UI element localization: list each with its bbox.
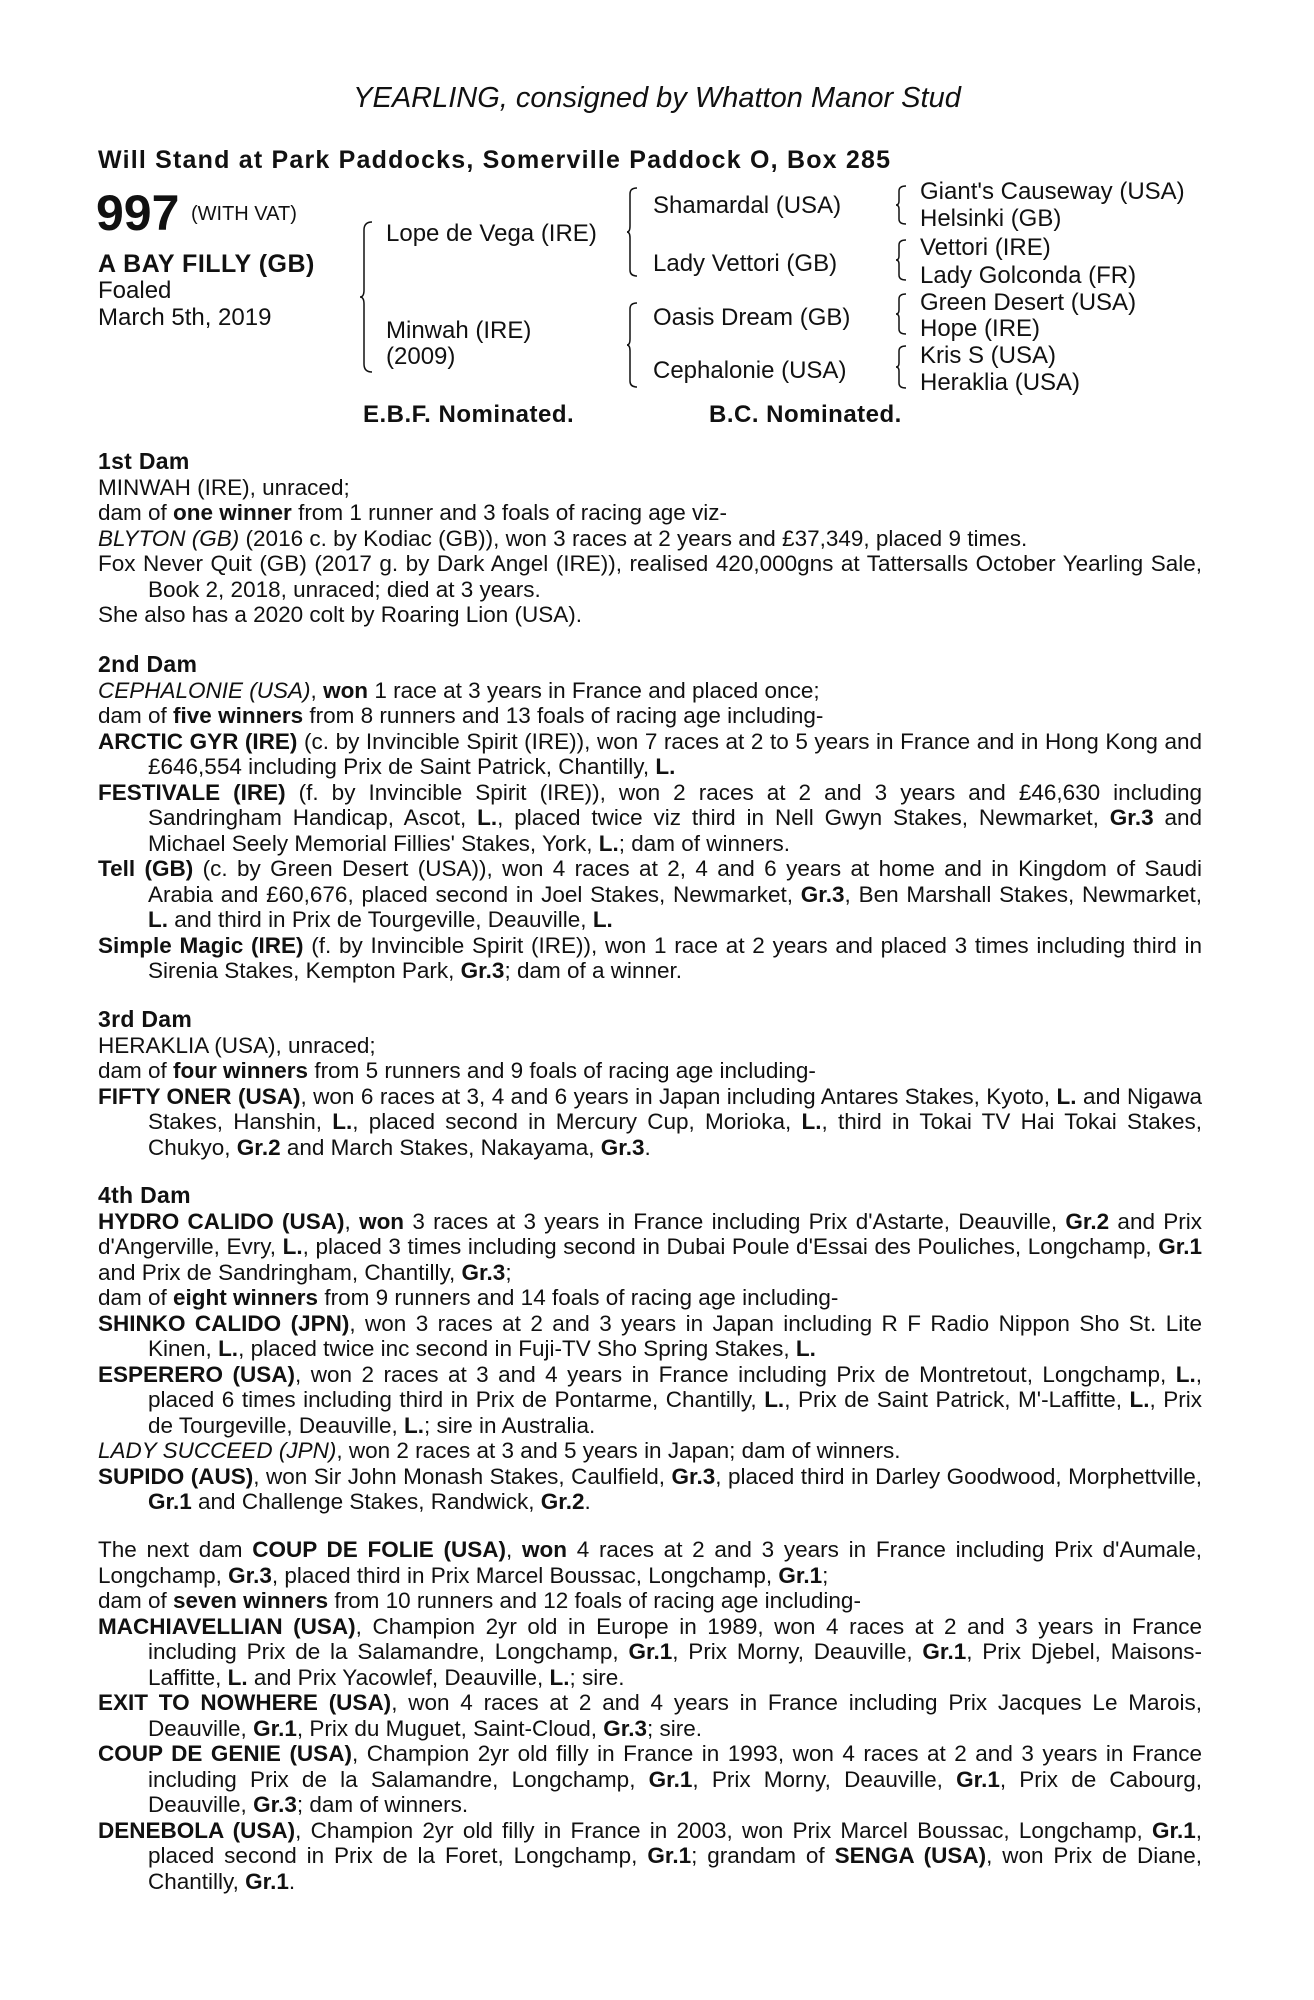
pedigree-dam-year: (2009) xyxy=(386,343,456,370)
pedigree-dss: Green Desert (USA) xyxy=(920,289,1137,316)
second-dam-section xyxy=(98,652,1202,984)
pedigree-sdd: Lady Golconda (FR) xyxy=(920,262,1137,289)
lot-number: 997 xyxy=(96,185,180,241)
third-dam-title: 3rd Dam xyxy=(98,1006,193,1032)
pedigree-bracket-dam xyxy=(627,303,639,387)
fourth-dam-produce-summary: dam of eight winners from 9 runners and 14 foals of racing age including- xyxy=(98,1285,839,1310)
produce-entry-sub: SUPIDO (AUS), won Sir John Monash Stakes, Caulfield, Gr.3, placed third in Darley Goodwood, Morphettville, Gr.1 and Challenge Stakes, Randwick, Gr.2. xyxy=(98,1463,1202,1514)
next-dam-section xyxy=(98,1537,1202,1894)
pedigree-dsd: Hope (IRE) xyxy=(920,315,1041,342)
produce-entry: BLYTON (GB) (2016 c. by Kodiac (GB)), won 3 races at 2 years and £37,349, placed 9 times. xyxy=(98,525,1028,551)
third-dam-section xyxy=(98,1007,1202,1160)
produce-entry: EXIT TO NOWHERE (USA), won 4 races at 2 and 4 years in France including Prix Jacques Le Marois, Deauville, Gr.1, Prix du Muguet, Saint-Cloud, Gr.3; sire. xyxy=(98,1690,1203,1741)
produce-entry: ESPERERO (USA), won 2 races at 3 and 4 years in France including Prix de Montretout, Longchamp, L., placed 6 times including third in Prix de Pontarme, Chantilly, L., Prix de Saint Patrick, M'-Laffitte, L., Prix de Tourgeville, Deauville, L.; sire in Australia. xyxy=(98,1361,1202,1438)
produce-entry-sub: DENEBOLA (USA), Champion 2yr old filly in France in 2003, won Prix Marcel Boussac, Longchamp, Gr.1, placed second in Prix de la Foret, Longchamp, Gr.1; grandam of SENGA (USA), won Prix de Diane, Chantilly, Gr.1. xyxy=(98,1817,1202,1894)
pedigree-dam-sire: Oasis Dream (GB) xyxy=(653,304,851,331)
pedigree-dam: Minwah (IRE) xyxy=(386,317,532,344)
pedigree-bracket-main xyxy=(360,222,374,372)
produce-entry: FIFTY ONER (USA), won 6 races at 3, 4 and 6 years in Japan including Antares Stakes, Kyoto, L. and Nigawa Stakes, Hanshin, L., placed second in Mercury Cup, Morioka, L., third in Tokai TV Hai Tokai Stakes, Chukyo, Gr.2 and March Stakes, Nakayama, Gr.3. xyxy=(98,1083,1202,1160)
pedigree-dam-dam: Cephalonie (USA) xyxy=(653,357,847,384)
pedigree-bracket-ss xyxy=(896,186,908,224)
pedigree-ssd: Helsinki (GB) xyxy=(920,205,1062,232)
pedigree-sss: Giant's Causeway (USA) xyxy=(920,178,1185,205)
pedigree-bracket-dd xyxy=(896,346,908,388)
pedigree-bracket-sd xyxy=(896,240,908,280)
first-dam-produce-summary: dam of one winner from 1 runner and 3 foals of racing age viz- xyxy=(98,500,728,525)
lot-description: A BAY FILLY (GB) xyxy=(98,250,315,278)
produce-entry: MACHIAVELLIAN (USA), Champion 2yr old in Europe in 1989, won 4 races at 2 and 3 years in France including Prix de la Salamandre, Longchamp, Gr.1, Prix Morny, Deauville, Gr.1, Prix Djebel, Maisons-Laffitte, L. and Prix Yacowlef, Deauville, L.; sire. xyxy=(98,1613,1202,1690)
bc-nominated: B.C. Nominated. xyxy=(709,401,902,428)
first-dam-note: She also has a 2020 colt by Roaring Lion (USA). xyxy=(98,602,583,627)
second-dam-line: CEPHALONIE (USA), won 1 race at 3 years in France and placed once; xyxy=(98,677,820,703)
pedigree-sire-sire: Shamardal (USA) xyxy=(653,192,842,219)
third-dam-produce-summary: dam of four winners from 5 runners and 9 foals of racing age including- xyxy=(98,1058,816,1083)
produce-entry: Fox Never Quit (GB) (2017 g. by Dark Angel (IRE)), realised 420,000gns at Tattersalls October Yearling Sale, Book 2, 2018, unraced; died at 3 years. xyxy=(98,551,1202,602)
first-dam-line: MINWAH (IRE), unraced; xyxy=(98,474,350,500)
page-heading: YEARLING, consigned by Whatton Manor Stud xyxy=(353,82,961,114)
produce-entry: Simple Magic (IRE) (f. by Invincible Spirit (IRE)), won 1 race at 2 years and placed 3 times including third in Sirenia Stakes, Kempton Park, Gr.3; dam of a winner. xyxy=(98,932,1202,983)
third-dam-line: HERAKLIA (USA), unraced; xyxy=(98,1032,376,1058)
fourth-dam-section xyxy=(98,1183,1202,1515)
pedigree-ddd: Heraklia (USA) xyxy=(920,369,1081,396)
next-dam-line: The next dam COUP DE FOLIE (USA), won 4 races at 2 and 3 years in France including Prix d'Aumale, Longchamp, Gr.3, placed third in Prix Marcel Boussac, Longchamp, Gr.1; xyxy=(98,1537,1202,1588)
foaled-label: Foaled xyxy=(98,277,172,304)
produce-entry: ARCTIC GYR (IRE) (c. by Invincible Spirit (IRE)), won 7 races at 2 to 5 years in France and in Hong Kong and £646,554 including Prix de Saint Patrick, Chantilly, L. xyxy=(98,728,1203,779)
vat-note: (WITH VAT) xyxy=(191,203,297,225)
second-dam-produce-summary: dam of five winners from 8 runners and 13 foals of racing age including- xyxy=(98,703,824,728)
ebf-nominated: E.B.F. Nominated. xyxy=(363,401,575,428)
fourth-dam-title: 4th Dam xyxy=(98,1182,191,1208)
stand-location: Will Stand at Park Paddocks, Somerville Paddock O, Box 285 xyxy=(98,146,892,174)
foaled-date: March 5th, 2019 xyxy=(98,304,272,331)
produce-entry: COUP DE GENIE (USA), Champion 2yr old filly in France in 1993, won 4 races at 2 and 3 years in France including Prix de la Salamandre, Longchamp, Gr.1, Prix Morny, Deauville, Gr.1, Prix de Cabourg, Deauville, Gr.3; dam of winners. xyxy=(98,1741,1202,1817)
produce-entry: Tell (GB) (c. by Green Desert (USA)), won 4 races at 2, 4 and 6 years at home and in Kingdom of Saudi Arabia and £60,676, placed second in Joel Stakes, Newmarket, Gr.3, Ben Marshall Stakes, Newmarket, L. and third in Prix de Tourgeville, Deauville, L. xyxy=(98,856,1203,932)
second-dam-title: 2nd Dam xyxy=(98,651,198,677)
fourth-dam-line: HYDRO CALIDO (USA), won 3 races at 3 years in France including Prix d'Astarte, Deauville, Gr.2 and Prix d'Angerville, Evry, L., placed 3 times including second in Dubai Poule d'Essai des Pouliches, Longchamp, Gr.1 and Prix de Sandringham, Chantilly, Gr.3; xyxy=(98,1208,1202,1285)
pedigree-sds: Vettori (IRE) xyxy=(920,234,1051,261)
pedigree-bracket-sire xyxy=(627,188,639,276)
first-dam-section xyxy=(98,449,1202,628)
produce-entry: FESTIVALE (IRE) (f. by Invincible Spirit (IRE)), won 2 races at 2 and 3 years and £46,630 including Sandringham Handicap, Ascot, L., placed twice viz third in Nell Gwyn Stakes, Newmarket, Gr.3 and Michael Seely Memorial Fillies' Stakes, York, L.; dam of winners. xyxy=(98,779,1202,856)
pedigree-dds: Kris S (USA) xyxy=(920,342,1057,369)
pedigree-sire: Lope de Vega (IRE) xyxy=(386,220,597,247)
next-dam-produce-summary: dam of seven winners from 10 runners and 12 foals of racing age including- xyxy=(98,1588,861,1613)
pedigree-sire-dam: Lady Vettori (GB) xyxy=(653,250,838,277)
produce-entry: SHINKO CALIDO (JPN), won 3 races at 2 and 3 years in Japan including R F Radio Nippon Sho St. Lite Kinen, L., placed twice inc second in Fuji-TV Sho Spring Stakes, L. xyxy=(98,1310,1202,1361)
produce-entry: LADY SUCCEED (JPN), won 2 races at 3 and 5 years in Japan; dam of winners. xyxy=(98,1438,901,1463)
pedigree-bracket-ds xyxy=(896,294,908,334)
first-dam-title: 1st Dam xyxy=(98,448,190,474)
